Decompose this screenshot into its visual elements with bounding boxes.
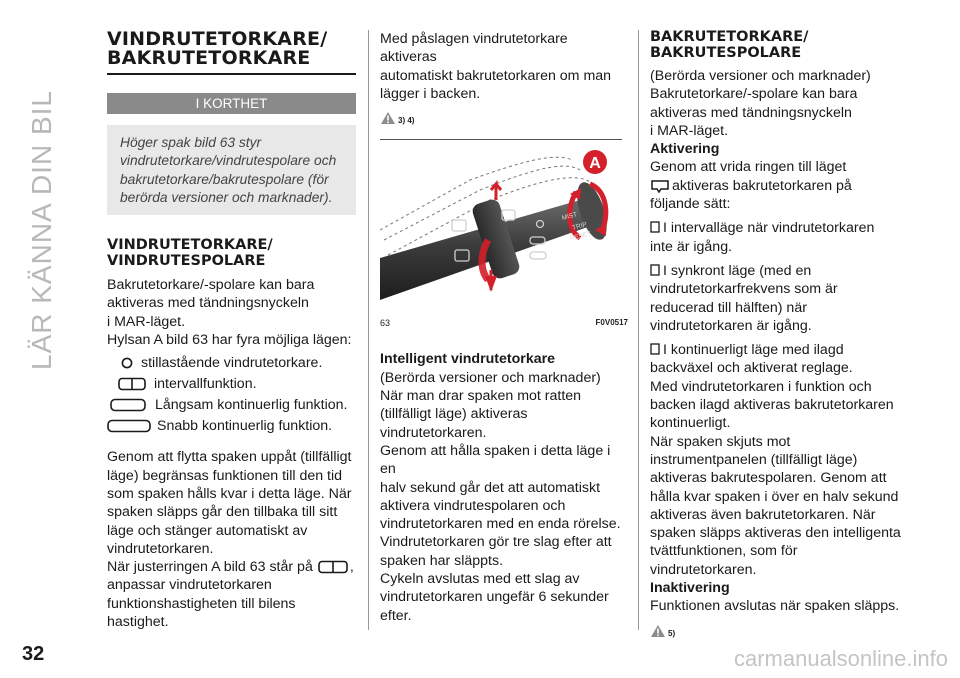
column-3: BAKRUTETORKARE/ BAKRUTESPOLARE (Berörda versioner och marknader) Bakrutetorkare/-spolare kan bara aktiveras med tändningsnyckeln i MAR-läget. Aktivering Genom att vrida ringen till läget aktiveras bakrutetorkaren på följande sätt: I intervalläge när vindrutetorkaren inte är igång. I synkront läge (med en vindrutetorkarfrekvens som är reducerad till hälften) när vindrutetorkaren är igång. I kontinuerligt läge med ilagd backväxel och aktiverat reglage. Med vindrutetorkaren i funktion och backen ilagd aktiveras bakrutetorkaren kontinuerligt. När spaken skjuts mot instrumentpanelen (tillfälligt läge) aktiveras bakrutespolaren. Genom att hålla kvar spaken i över en halv sekund aktiveras även bakrutetorkaren. När spaken släpps aktiveras den intelligenta tvättfunktionen, som för vindrutetorkaren. Inaktivering Funktionen avslutas när spaken släpps. 5) [650, 30, 910, 638]
position-off: stillastående vindrutetorkare. [107, 352, 356, 373]
summary-header-bar: I KORTHET [107, 93, 356, 114]
position-interval: intervallfunktion. [107, 373, 356, 394]
bullet-item: I kontinuerligt läge med ilagd backväxel och aktiverat reglage. [650, 342, 853, 377]
positions-list [107, 352, 356, 436]
bullet-item: I intervalläge när vindrutetorkaren inte är igång. [650, 220, 875, 255]
intro-paragraph: Med påslagen vindrutetorkare aktiveras automatiskt bakrutetorkaren om man lägger i backen. [380, 31, 612, 102]
intro-paragraph: (Berörda versioner och marknader) Bakrutetorkare/-spolare kan bara aktiveras med tändningsnyckeln i MAR-läget. [650, 68, 871, 139]
aktivering-heading: Aktivering [650, 141, 720, 158]
watermark: carmanualsonline.info [733, 646, 948, 671]
figure-63 [380, 139, 622, 310]
side-section-title: LÄR KÄNNA DIN BIL [26, 90, 57, 370]
position-slow: Långsam kontinuerlig funktion. [107, 394, 356, 415]
column-1 [107, 30, 356, 631]
interval-wiper-icon [118, 377, 146, 391]
slow-wiper-icon [110, 398, 146, 412]
intro-paragraph: Bakrutetorkare/-spolare kan bara aktiveras med tändningsnyckeln i MAR-läget. Hylsan A bild 63 har fyra möjliga lägen: [107, 277, 352, 349]
bullet-icon [650, 264, 660, 276]
circle-off-icon [120, 356, 134, 370]
speed-adapt-line: När justerringen A bild 63 står på , [107, 559, 354, 576]
bullet-icon [650, 221, 660, 233]
heading-underline [107, 73, 356, 75]
mist-label: MIST [561, 211, 579, 223]
figure-number: 63 [380, 318, 391, 329]
rear-wiper-icon [650, 179, 670, 193]
aktivering-line: aktiveras bakrutetorkaren på [650, 177, 910, 195]
sub-heading: VINDRUTETORKARE/ VINDRUTESPOLARE [107, 237, 273, 269]
figure-code: F0V0517 [595, 318, 628, 328]
interval-wiper-icon [318, 560, 348, 574]
position-fast: Snabb kontinuerlig funktion. [107, 415, 356, 436]
momentary-paragraph: Genom att flytta spaken uppåt (tillfälligt läge) begränsas funktionen till den tid som spaken hålls kvar i detta läge. När spaken släpps går den tillbaka till sitt läge och stänger automatiskt av vindrutetorkaren. När justerringen A bild 63 står på , anpassar vindrutetorkaren funktionshastigheten till bilens hastighet. [107, 448, 356, 631]
bullet-icon [650, 343, 660, 355]
trip-label: TRIP [571, 221, 588, 233]
intelligent-wiper-heading: Intelligent vindrutetorkare [380, 351, 556, 368]
reset-label: RESET [569, 230, 592, 243]
figure-caption [380, 314, 628, 332]
fast-wiper-icon [107, 419, 151, 433]
intelligent-wiper-body: (Berörda versioner och marknader) När man drar spaken mot ratten (tillfälligt läge) aktiveras vindrutetorkaren. Genom att hålla spaken i detta läge i en halv sekund går det att automatiskt aktivera vindrutespolaren och vindrutetorkaren med en enda rörelse. Vindrutetorkaren gör tre slag efter att spaken har släppts. Cykeln avslutas med ett slag av vindrutetorkaren ungefär 6 sekunder efter. [380, 369, 621, 624]
rear-wiper-details: Med vindrutetorkaren i funktion och backen ilagd aktiveras bakrutetorkaren kontinuerligt. När spaken skjuts mot instrumentpanelen (tillfälligt läge) aktiveras bakrutespolaren. Genom att hålla kvar spaken i över en halv sekund aktiveras även bakrutetorkaren. När spaken släpps aktiveras den intelligenta tvättfunktionen, som för vindrutetorkaren. [650, 378, 901, 578]
page-number: 32 [22, 643, 45, 665]
warning-triangle-icon [380, 111, 396, 125]
section-heading: BAKRUTETORKARE/ BAKRUTESPOLARE [650, 29, 809, 61]
warning-reference: 5) [650, 624, 910, 638]
column-divider [368, 30, 369, 630]
section-heading: VINDRUTETORKARE/ BAKRUTETORKARE [107, 30, 356, 75]
column-2 [380, 30, 628, 625]
bullet-item: I synkront läge (med en vindrutetorkarfrekvens som är reducerad till hälften) när vindrutetorkaren är igång. [650, 262, 838, 334]
warning-triangle-icon [650, 624, 666, 638]
wiper-stalk-illustration [380, 140, 622, 310]
inaktivering-heading: Inaktivering [650, 580, 730, 597]
summary-box: Höger spak bild 63 styr vindrutetorkare/vindrutespolare och bakrutetorkare/bakrutespolare (för berörda versioner och marknader). [107, 125, 356, 215]
column-divider [638, 30, 639, 630]
warning-reference: 3) 4) [380, 111, 628, 125]
callout-a-label: A [589, 155, 601, 173]
